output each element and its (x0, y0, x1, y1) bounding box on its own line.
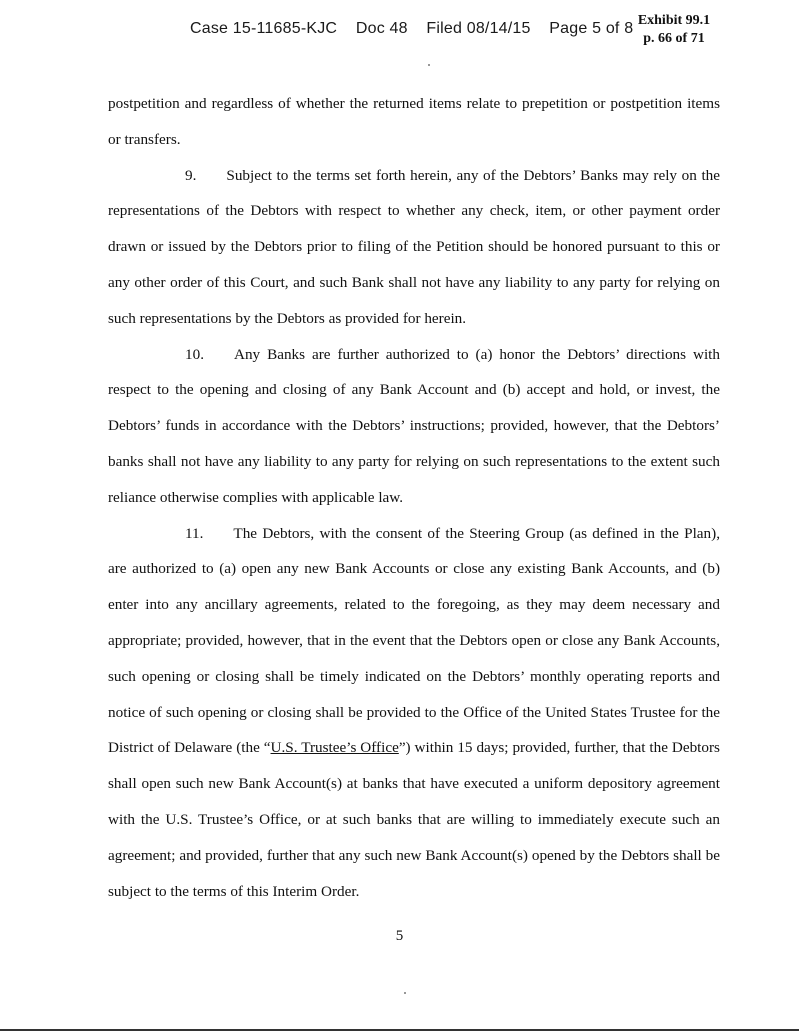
scan-speck (404, 992, 406, 994)
exhibit-page: p. 66 of 71 (643, 31, 705, 46)
paragraph-number: 11. (185, 524, 204, 542)
scan-edge-line (0, 1029, 799, 1031)
paragraph-number: 9. (185, 166, 197, 184)
paragraph-text-part-a: The Debtors, with the consent of the Steering Group (as defined in the Plan), are authorized to (a) open any new Bank Accounts or close any existing Bank Accounts, and (b) enter into any ancillary agreements, related to the foregoing, as they may deem necessary and appropriate; provided, however, that in the event that the Debtors open or close any Bank Accounts, such opening or closing shall be timely indicated on the Debtors’ monthly operating reports and notice of such opening or closing shall be provided to the Office of the United States Trustee for the District of Delaware (the “ (108, 524, 720, 757)
paragraph-11 (108, 516, 720, 910)
case-number: Case 15-11685-KJC (190, 20, 338, 37)
exhibit-title: Exhibit 99.1 (637, 13, 711, 28)
document-body (108, 86, 720, 909)
document-number: Doc 48 (355, 20, 408, 37)
paragraph-text: Subject to the terms set forth herein, any of the Debtors’ Banks may rely on the representations of the Debtors with respect to whether any check, item, or other payment order drawn or issued by the Debtors prior to filing of the Petition should be honored pursuant to this or any other order of this Court, and such Bank shall not have any liability to any party for relying on such representations by the Debtors as provided for herein. (108, 166, 720, 327)
scan-speck (428, 64, 430, 66)
page-indicator: Page 5 of 8 (549, 20, 634, 37)
defined-term: U.S. Trustee’s Office (270, 739, 399, 757)
filed-date: Filed 08/14/15 (426, 20, 531, 37)
paragraph-text: Any Banks are further authorized to (a) honor the Debtors’ directions with respect to the opening and closing of any Bank Account and (b) accept and hold, or invest, the Debtors’ funds in accordance with the Debtors’ instructions; provided, however, that the Debtors’ banks shall not have any liability to any party for relying on such representations to the extent such reliance otherwise complies with applicable law. (108, 345, 720, 506)
page-number: 5 (395, 928, 404, 944)
continuation-paragraph: postpetition and regardless of whether the returned items relate to prepetition or postpetition items or transfers. (108, 95, 720, 148)
paragraph-text-part-b: ”) within 15 days; provided, further, that the Debtors shall open such new Bank Account(s) at banks that have executed a uniform depository agreement with the U.S. Trustee’s Office, or at such banks that are willing to immediately execute such an agreement; and provided, further that any such new Bank Account(s) opened by the Debtors shall be subject to the terms of this Interim Order. (108, 739, 720, 900)
paragraph-10 (108, 337, 720, 516)
court-filing-header (190, 20, 633, 38)
exhibit-stamp (624, 12, 724, 48)
paragraph-9 (108, 158, 720, 337)
paragraph-number: 10. (185, 345, 204, 363)
